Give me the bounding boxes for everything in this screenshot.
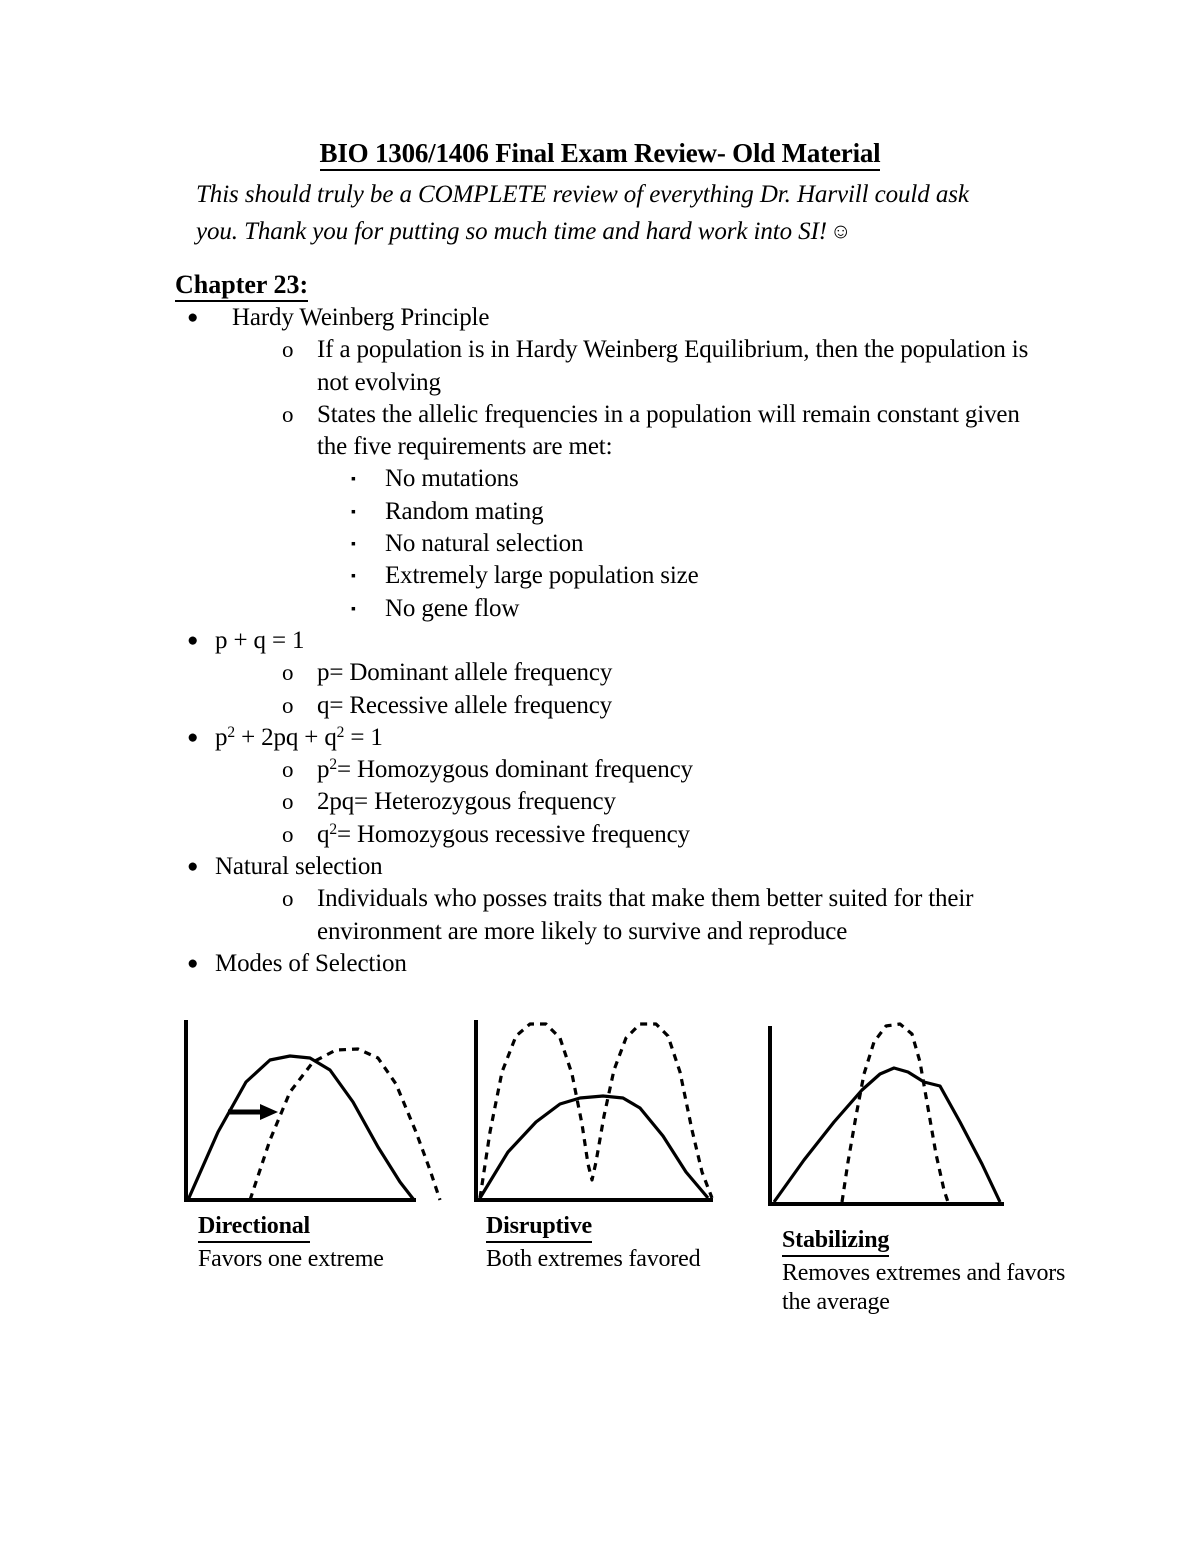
list-item-label: q= Recessive allele frequency [317, 691, 613, 719]
circle-bullet-icon: o [282, 821, 294, 847]
list-item-label: If a population is in Hardy Weinberg Equilibrium, then the population is not evolving [317, 336, 1029, 396]
list-item-label: 2pq= Heterozygous frequency [317, 788, 616, 816]
bullet-icon: ● [187, 952, 199, 974]
list-item-label: No mutations [385, 465, 519, 493]
list-item [175, 883, 1055, 948]
circle-bullet-icon: o [282, 337, 294, 363]
bullet-icon: ● [187, 726, 199, 748]
page-subtitle [196, 176, 1016, 250]
list-item-label: Hardy Weinberg Principle [232, 304, 490, 331]
page-subtitle-text: This should truly be a COMPLETE review of everything Dr. Harvill could ask you. Thank you for putting so much time and hard work into SI! [196, 181, 969, 245]
list-item [175, 496, 1055, 528]
smiley-face-icon: ☺ [830, 219, 852, 243]
figure-description: Favors one extreme [198, 1246, 384, 1272]
list-item [175, 334, 1055, 399]
list-item-label: $q^2=$ Homozygous recessive frequency [317, 820, 690, 848]
list-item [175, 657, 1055, 689]
disruptive-selection-diagram [468, 1012, 738, 1212]
figure-description: Both extremes favored [486, 1246, 701, 1272]
square-bullet-icon: ▪ [351, 537, 356, 553]
list-item-label: Natural selection [215, 853, 383, 881]
bimodal-distribution-curve [480, 1024, 712, 1198]
list-item-label: Extremely large population size [385, 562, 699, 590]
list-item-label: $p^2=$ Homozygous dominant frequency [317, 756, 693, 784]
outline-list [175, 302, 1055, 980]
list-item [175, 399, 1055, 464]
list-item [175, 690, 1055, 722]
list-item-label: No natural selection [385, 530, 584, 558]
figure-stabilizing [762, 1012, 1066, 1315]
bullet-icon: ● [187, 856, 199, 878]
narrowed-distribution-curve [842, 1024, 948, 1202]
circle-bullet-icon: o [282, 789, 294, 815]
list-item [175, 754, 1055, 786]
directional-selection-diagram [178, 1012, 448, 1212]
circle-bullet-icon: o [282, 692, 294, 718]
bullet-icon: ● [187, 307, 199, 328]
axis-lines [770, 1026, 1004, 1204]
list-item-label: No gene flow [385, 594, 520, 622]
bullet-icon: ● [187, 629, 199, 651]
axis-lines [476, 1020, 713, 1200]
square-bullet-icon: ▪ [351, 504, 356, 520]
list-item-label: Modes of Selection [215, 949, 407, 977]
chapter-heading-text: Chapter 23: [175, 270, 308, 302]
list-item [175, 851, 1055, 883]
list-item-label: Random mating [385, 497, 544, 525]
figure-directional [178, 1012, 448, 1272]
page-title [0, 138, 1200, 169]
original-distribution-curve [480, 1096, 708, 1198]
list-item [175, 786, 1055, 818]
list-item [175, 722, 1055, 754]
list-item [175, 593, 1055, 625]
figure-caption [782, 1226, 1072, 1317]
list-item-label: $p^2 + 2pq + q^2 = 1$ [215, 723, 383, 751]
square-bullet-icon: ▪ [351, 472, 356, 488]
figure-description: Removes extremes and favors the average [782, 1260, 1066, 1315]
figure-title: Disruptive [486, 1212, 592, 1243]
circle-bullet-icon: o [282, 757, 294, 783]
list-item-label: p + q = 1 [215, 626, 305, 654]
circle-bullet-icon: o [282, 660, 294, 686]
square-bullet-icon: ▪ [351, 601, 356, 617]
list-item-label: States the allelic frequencies in a population will remain constant given the five requirements are met: [317, 400, 1020, 461]
circle-bullet-icon: o [282, 886, 294, 912]
original-distribution-curve [774, 1068, 1000, 1202]
figure-disruptive [468, 1012, 738, 1272]
shift-arrow-icon [228, 1104, 278, 1120]
page-title-text: BIO 1306/1406 Final Exam Review- Old Material [320, 138, 881, 171]
axis-lines [186, 1020, 416, 1200]
selection-modes-figures [0, 1012, 1200, 1342]
list-item [175, 819, 1055, 851]
figure-caption [486, 1212, 786, 1274]
square-bullet-icon: ▪ [351, 569, 356, 585]
figure-title: Stabilizing [782, 1226, 889, 1257]
shifted-distribution-curve [250, 1049, 440, 1200]
list-item-label: Individuals who posses traits that make them better suited for their environment are more likely to survive and reproduce [317, 885, 974, 945]
circle-bullet-icon: o [282, 401, 294, 427]
list-item [175, 948, 1055, 980]
figure-caption [198, 1212, 498, 1274]
list-item [175, 528, 1055, 560]
figure-title: Directional [198, 1212, 310, 1243]
list-item [175, 560, 1055, 592]
list-item [175, 625, 1055, 657]
stabilizing-selection-diagram [762, 1012, 1032, 1217]
list-item [175, 463, 1055, 495]
list-item [175, 302, 1055, 334]
list-item-label: p= Dominant allele frequency [317, 659, 613, 687]
chapter-heading [175, 270, 308, 300]
